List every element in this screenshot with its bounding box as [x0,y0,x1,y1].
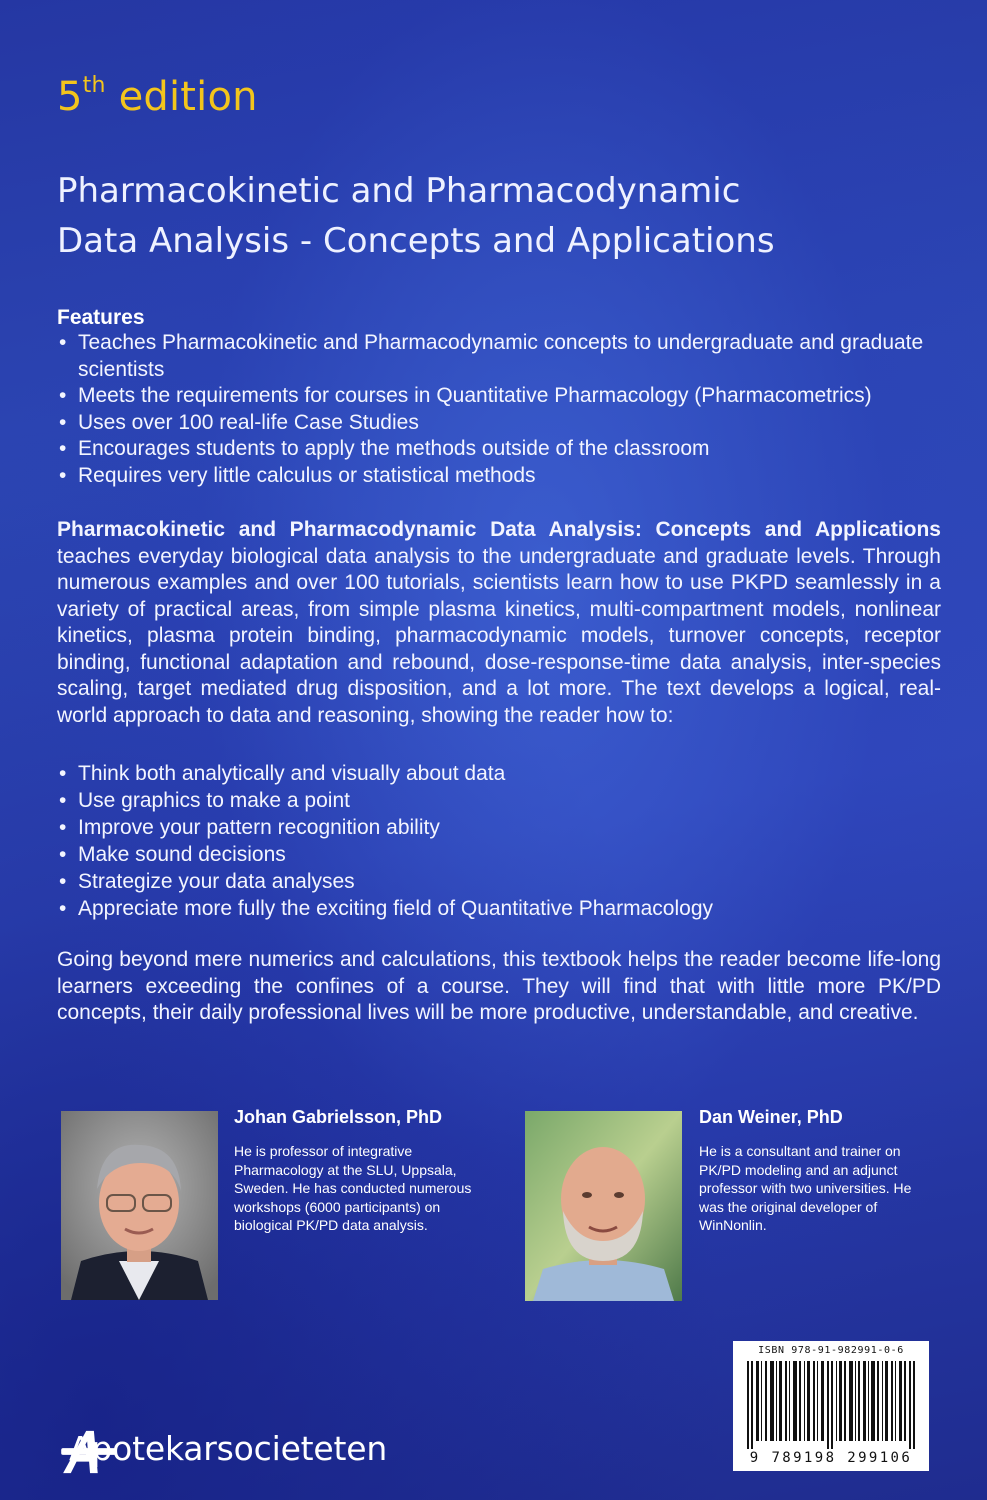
edition-number: 5 [57,74,83,120]
feature-item: • Teaches Pharmacokinetic and Pharmacodynamic concepts to undergraduate and graduate scientists [57,330,957,383]
feature-item: • Uses over 100 real-life Case Studies [57,410,957,437]
description-bold-title: Pharmacokinetic and Pharmacodynamic Data Analysis: Concepts and Applications [57,518,941,541]
skill-item: • Make sound decisions [57,841,937,868]
edition-suffix: th [82,72,106,98]
isbn-label: ISBN 978-91-982991-0-6 [758,1345,904,1356]
book-title-line-1: Pharmacokinetic and Pharmacodynamic [57,171,741,211]
description-paragraph [57,517,941,729]
skill-item: • Think both analytically and visually about data [57,760,937,787]
edition-word: edition [118,74,258,120]
isbn-digits: 9 789198 299106 [749,1450,913,1466]
description-text: teaches everyday biological data analysis to the undergraduate and graduate levels. Through numerous examples and over 100 tutorials, scientists learn how to use PKPD seamlessly in a variety of practical areas, from simple plasma kinetics, multi-compartment models, nonlinear kinetics, plasma protein binding, pharmacodynamic models, turnover concepts, receptor binding, functional adaptation and rebound, dose-response-time data analysis, inter-species scaling, target mediated drug disposition, and a lot more. The text develops a logical, real-world approach to data and reasoning, showing the reader how to: [57,544,941,727]
skill-item: • Use graphics to make a point [57,787,937,814]
skill-item: • Improve your pattern recognition ability [57,814,937,841]
features-list [57,330,957,489]
isbn-barcode-box [733,1341,929,1471]
closing-paragraph: Going beyond mere numerics and calculations, this textbook helps the reader become life-long learners exceeding the confines of a course. They will find that with little more PK/PD concepts, their daily professional lives will be more productive, understandable, and creative. [57,948,941,1024]
publisher-name: Apotekarsocieteten [69,1429,388,1468]
author-photo-weiner [525,1111,682,1301]
book-title [57,166,957,266]
book-title-line-2: Data Analysis - Concepts and Applications [57,221,775,261]
skill-item: • Appreciate more fully the exciting field of Quantitative Pharmacology [57,895,937,922]
skill-item: • Strategize your data analyses [57,868,937,895]
feature-item: • Requires very little calculus or statistical methods [57,463,957,490]
author-name-gabrielsson: Johan Gabrielsson, PhD [234,1107,443,1127]
author-bio-gabrielsson: He is professor of integrative Pharmacology at the SLU, Uppsala, Sweden. He has conducted numerous workshops (6000 participants) on biological PK/PD data analysis. [234,1143,472,1233]
features-heading: Features [57,306,145,329]
feature-item: • Meets the requirements for courses in Quantitative Pharmacology (Pharmacometrics) [57,383,957,410]
edition-label [57,74,258,120]
barcode-icon [743,1361,919,1449]
skills-list [57,760,937,922]
author-photo-gabrielsson [61,1111,218,1300]
author-name-weiner: Dan Weiner, PhD [699,1107,843,1127]
feature-item: • Encourages students to apply the methods outside of the classroom [57,436,957,463]
author-bio-weiner: He is a consultant and trainer on PK/PD modeling and an adjunct professor with two universities. He was the original developer of WinNonlin. [699,1143,912,1233]
